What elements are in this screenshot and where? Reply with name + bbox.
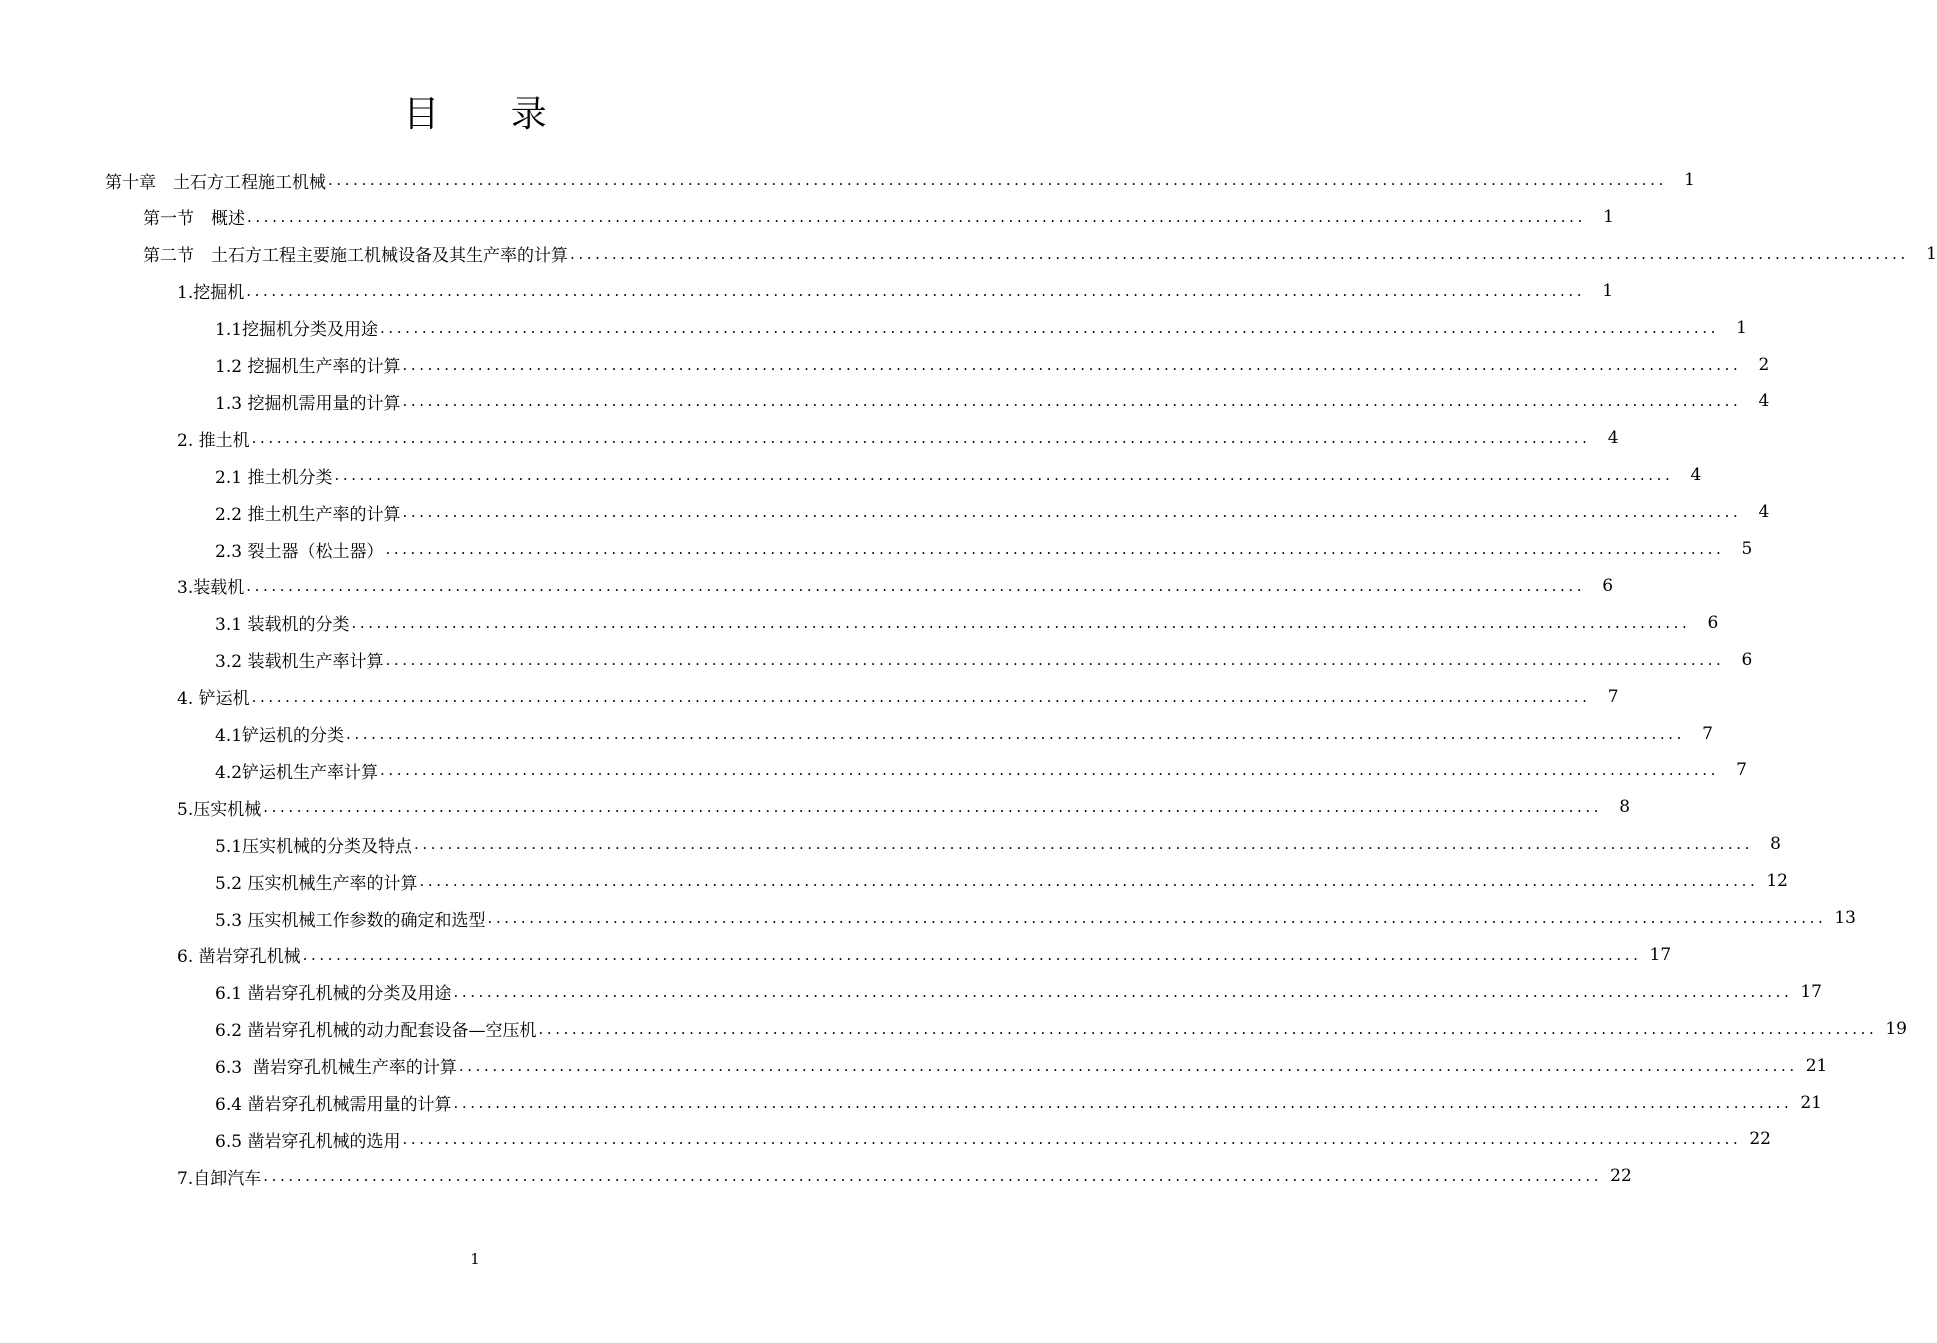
- toc-entry[interactable]: [215, 1121, 1771, 1157]
- toc-entry-page: 6: [1741, 649, 1753, 670]
- toc-entry[interactable]: [177, 568, 1614, 604]
- toc-entry-label: 1.2 挖掘机生产率的计算: [215, 357, 401, 377]
- toc-entry-label: 2. 推土机: [177, 430, 250, 451]
- toc-entry-label: 6.4 凿岩穿孔机械需用量的计算: [215, 1095, 452, 1115]
- toc-leader-dots: ................................................................................................................................................................: [402, 1130, 1742, 1149]
- toc-entry-label: 3.2 装载机生产率计算: [215, 652, 384, 673]
- toc-leader-dots: ................................................................................................................................................................: [538, 1019, 1878, 1038]
- toc-entry-page: 13: [1834, 908, 1856, 928]
- toc-leader-dots: ................................................................................................................................................................: [402, 503, 1742, 522]
- toc-leader-dots: ................................................................................................................................................................: [263, 1167, 1603, 1186]
- toc-leader-dots: ................................................................................................................................................................: [246, 281, 1586, 300]
- toc-entry[interactable]: [177, 937, 1672, 973]
- toc-entry-label: 第一节 概述: [143, 209, 245, 230]
- toc-entry-page: 17: [1800, 981, 1822, 1002]
- toc-entry[interactable]: [177, 679, 1619, 715]
- toc-entry[interactable]: [215, 457, 1702, 493]
- page-title: 目 录: [403, 94, 577, 135]
- toc-entry-page: 1: [1684, 170, 1695, 190]
- toc-entry-page: 1: [1926, 243, 1937, 264]
- toc-entry-label: 2.3 裂土器（松土器）: [215, 541, 384, 562]
- toc-leader-dots: ................................................................................................................................................................: [302, 945, 1642, 964]
- toc-entry[interactable]: [215, 531, 1753, 567]
- toc-entry-page: 1: [1603, 206, 1614, 227]
- toc-entry[interactable]: [215, 1048, 1828, 1084]
- toc-entry-page: 1: [1736, 317, 1747, 338]
- toc-entry[interactable]: [215, 310, 1747, 346]
- toc-entry[interactable]: [215, 642, 1753, 678]
- toc-entry[interactable]: [105, 162, 1695, 198]
- toc-entry-label: 6.5 凿岩穿孔机械的选用: [215, 1131, 401, 1152]
- toc-entry-label: 5.压实机械: [177, 799, 262, 820]
- toc-entry[interactable]: [215, 716, 1713, 752]
- toc-entry-page: 6: [1707, 612, 1719, 633]
- toc-entry-page: 22: [1610, 1166, 1632, 1187]
- toc-leader-dots: ................................................................................................................................................................: [246, 576, 1586, 595]
- toc-entry[interactable]: [215, 863, 1788, 899]
- toc-entry-label: 1.1挖掘机分类及用途: [215, 320, 379, 341]
- toc-entry-label: 6.3 凿岩穿孔机械生产率的计算: [215, 1058, 457, 1079]
- toc-leader-dots: ................................................................................................................................................................: [251, 429, 1591, 448]
- toc-entry-page: 7: [1607, 686, 1619, 707]
- toc-entry[interactable]: [177, 789, 1631, 825]
- toc-leader-dots: ................................................................................................................................................................: [402, 392, 1742, 411]
- toc-entry-label: 4. 铲运机: [177, 689, 250, 710]
- toc-entry-page: 4: [1690, 465, 1702, 486]
- toc-entry-page: 21: [1805, 1055, 1828, 1076]
- toc-entry-page: 4: [1758, 391, 1770, 412]
- toc-entry[interactable]: [215, 1011, 1907, 1047]
- toc-entry[interactable]: [215, 605, 1719, 641]
- toc-entry[interactable]: [177, 1158, 1632, 1194]
- toc-entry[interactable]: [177, 420, 1619, 456]
- toc-leader-dots: ................................................................................................................................................................: [402, 355, 1742, 374]
- toc-entry-label: 2.2 推土机生产率的计算: [215, 504, 401, 525]
- toc-entry[interactable]: [143, 199, 1614, 235]
- toc-entry-label: 3.装载机: [177, 578, 245, 599]
- toc-entry-label: 3.1 装载机的分类: [215, 615, 350, 636]
- toc-leader-dots: ................................................................................................................................................................: [385, 650, 1725, 669]
- toc-leader-dots: ................................................................................................................................................................: [247, 207, 1586, 226]
- toc-entry-page: 4: [1758, 502, 1770, 523]
- toc-entry[interactable]: [177, 273, 1614, 309]
- toc-entry-label: 1.3 挖掘机需用量的计算: [215, 393, 401, 414]
- toc-entry-label: 6.2 凿岩穿孔机械的动力配套设备—空压机: [215, 1021, 537, 1042]
- toc-leader-dots: ................................................................................................................................................................: [346, 724, 1685, 743]
- toc-entry-page: 21: [1800, 1092, 1822, 1113]
- toc-leader-dots: ................................................................................................................................................................: [385, 540, 1725, 558]
- toc-leader-dots: ................................................................................................................................................................: [263, 798, 1603, 817]
- toc-entry-page: 12: [1766, 871, 1788, 892]
- toc-leader-dots: ................................................................................................................................................................: [334, 466, 1674, 485]
- toc-entry[interactable]: [215, 826, 1781, 862]
- toc-entry-page: 8: [1619, 797, 1631, 818]
- toc-entry-page: 19: [1885, 1018, 1907, 1039]
- toc-entry-label: 5.3 压实机械工作参数的确定和选型: [215, 910, 486, 931]
- toc-entry-page: 17: [1649, 944, 1672, 965]
- toc-entry[interactable]: [215, 974, 1822, 1010]
- toc-entry-page: 8: [1770, 834, 1781, 855]
- toc-leader-dots: ................................................................................................................................................................: [414, 835, 1753, 854]
- toc-leader-dots: ................................................................................................................................................................: [380, 318, 1719, 337]
- toc-entry[interactable]: [143, 236, 1937, 272]
- toc-entry-label: 5.1压实机械的分类及特点: [215, 836, 413, 857]
- toc-entry-page: 4: [1607, 428, 1619, 449]
- toc-entry-label: 第二节 土石方工程主要施工机械设备及其生产率的计算: [143, 246, 568, 267]
- toc-entry[interactable]: [215, 1085, 1822, 1121]
- toc-entry[interactable]: [215, 900, 1856, 936]
- toc-entry-label: 6.1 凿岩穿孔机械的分类及用途: [215, 984, 452, 1005]
- toc-leader-dots: ................................................................................................................................................................: [351, 613, 1691, 632]
- toc-entry[interactable]: [215, 347, 1770, 383]
- toc-entry-page: 7: [1702, 723, 1713, 744]
- toc-entry-label: 5.2 压实机械生产率的计算: [215, 873, 418, 894]
- toc-entry-label: 6. 凿岩穿孔机械: [177, 947, 301, 968]
- toc-entry-page: 1: [1602, 280, 1614, 301]
- toc-entry-label: 7.自卸汽车: [177, 1168, 262, 1189]
- toc-entry-page: 6: [1602, 575, 1614, 596]
- toc-leader-dots: ................................................................................................................................................................: [453, 1093, 1793, 1112]
- toc-leader-dots: ................................................................................................................................................................: [251, 687, 1591, 706]
- toc-leader-dots: ................................................................................................................................................................: [458, 1056, 1798, 1075]
- toc-entry[interactable]: [215, 383, 1770, 419]
- toc-entry-label: 2.1 推土机分类: [215, 467, 333, 488]
- toc-entry-label: 第十章 土石方工程施工机械: [105, 172, 326, 193]
- toc-leader-dots: ................................................................................................................................................................: [419, 872, 1759, 891]
- toc-entry-page: 2: [1758, 354, 1770, 375]
- toc-entry-label: 1.挖掘机: [177, 283, 245, 304]
- toc-leader-dots: ................................................................................................................................................................: [380, 761, 1719, 780]
- toc-entry-label: 4.2铲运机生产率计算: [215, 762, 379, 783]
- toc-entry-page: 5: [1741, 539, 1753, 559]
- toc-leader-dots: ................................................................................................................................................................: [453, 982, 1793, 1001]
- toc-entry[interactable]: [215, 752, 1747, 788]
- toc-leader-dots: ................................................................................................................................................................: [487, 909, 1827, 927]
- toc-entry-page: 22: [1749, 1129, 1771, 1150]
- toc-entry[interactable]: [215, 494, 1770, 530]
- page-number: 1: [470, 1250, 480, 1268]
- toc-leader-dots: ................................................................................................................................................................: [570, 244, 1909, 263]
- toc-entry-label: 4.1铲运机的分类: [215, 726, 345, 746]
- toc-entry-page: 7: [1736, 760, 1747, 781]
- toc-leader-dots: ................................................................................................................................................................: [328, 171, 1667, 189]
